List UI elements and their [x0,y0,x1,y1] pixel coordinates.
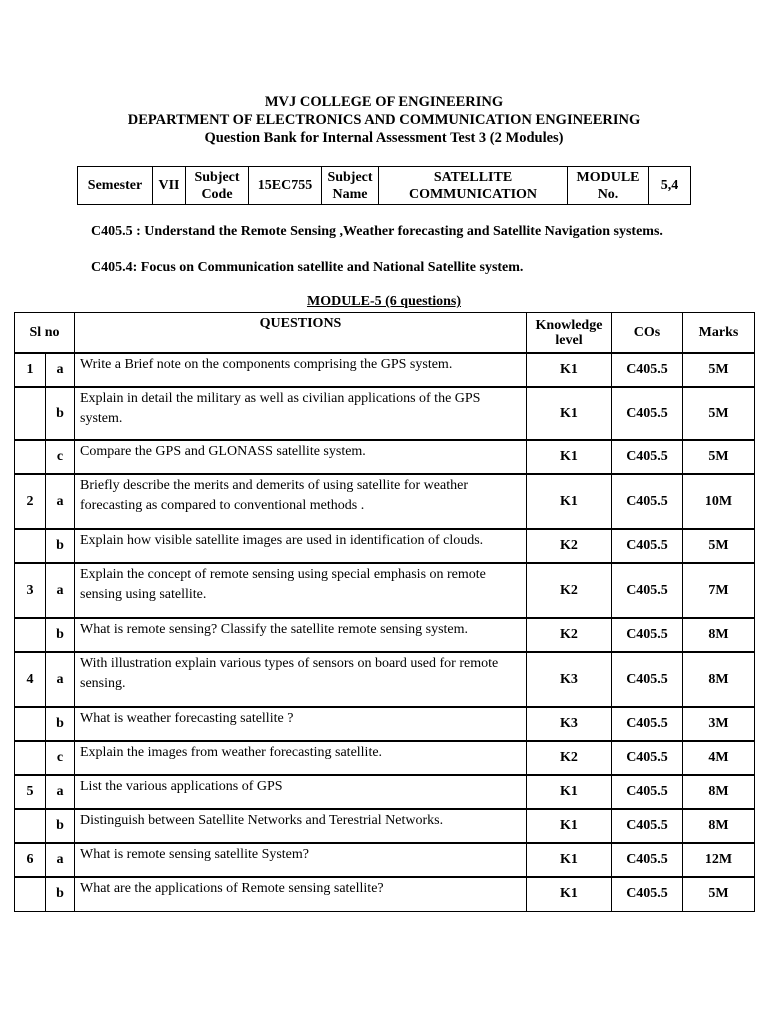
course-outcome-code: C405.5 [612,474,683,529]
course-outcome-code: C405.5 [612,809,683,843]
question-sub-label: a [46,474,75,529]
table-row [15,775,755,809]
table-row [15,618,755,652]
course-outcome-code: C405.5 [612,877,683,911]
subject-name-value: SATELLITE COMMUNICATION [379,167,568,205]
knowledge-level: K2 [527,618,612,652]
col-header-cos: COs [612,313,683,354]
marks: 4M [683,741,755,775]
department-name: DEPARTMENT OF ELECTRONICS AND COMMUNICATION ENGINEERING [127,112,641,128]
marks: 5M [683,353,755,387]
col-header-questions: QUESTIONS [75,313,527,354]
marks: 8M [683,775,755,809]
question-number [15,387,46,440]
knowledge-level: K1 [527,353,612,387]
question-text: List the various applications of GPS [75,775,527,809]
course-outcome-code: C405.5 [612,618,683,652]
course-outcome-code: C405.5 [612,741,683,775]
question-sub-label: b [46,529,75,563]
question-number [15,618,46,652]
knowledge-level: K1 [527,809,612,843]
question-text: Explain the concept of remote sensing using special emphasis on remote sensing using satellite. [75,563,527,618]
question-number: 1 [15,353,46,387]
question-text: What are the applications of Remote sensing satellite? [75,877,527,911]
knowledge-level: K1 [527,877,612,911]
subject-code-value: 15EC755 [249,167,322,205]
table-row [15,843,755,877]
table-header-row [15,313,755,354]
knowledge-level: K1 [527,843,612,877]
question-sub-label: b [46,387,75,440]
module-title: MODULE-5 (6 questions) [306,294,461,309]
question-number [15,707,46,741]
question-text: Compare the GPS and GLONASS satellite system. [75,440,527,474]
course-outcome-code: C405.5 [612,529,683,563]
knowledge-level: K2 [527,563,612,618]
question-number: 6 [15,843,46,877]
course-outcome-code: C405.5 [612,353,683,387]
table-row [15,353,755,387]
course-outcome: C405.5 : Understand the Remote Sensing ,Weather forecasting and Satellite Navigation systems. [91,224,663,239]
semester-label: Semester [78,167,153,205]
question-text: Explain in detail the military as well as civilian applications of the GPS system. [75,387,527,440]
table-row [15,440,755,474]
course-outcome-code: C405.5 [612,387,683,440]
marks: 8M [683,652,755,707]
table-row [15,563,755,618]
question-sub-label: c [46,440,75,474]
knowledge-level: K2 [527,741,612,775]
col-header-knowledge-level: Knowledge level [527,313,612,354]
marks: 5M [683,529,755,563]
knowledge-level: K1 [527,440,612,474]
course-info-table [77,166,691,205]
col-header-slno: Sl no [15,313,75,354]
module-value: 5,4 [649,167,691,205]
questions-table [14,312,755,912]
question-sub-label: a [46,843,75,877]
knowledge-level: K1 [527,387,612,440]
table-row [15,474,755,529]
course-outcome-code: C405.5 [612,843,683,877]
table-row [15,741,755,775]
subject-name-label: Subject Name [322,167,379,205]
marks: 5M [683,877,755,911]
marks: 12M [683,843,755,877]
question-number: 2 [15,474,46,529]
question-sub-label: a [46,563,75,618]
question-sub-label: a [46,775,75,809]
marks: 5M [683,440,755,474]
knowledge-level: K3 [527,652,612,707]
question-text: What is remote sensing? Classify the satellite remote sensing system. [75,618,527,652]
question-sub-label: a [46,353,75,387]
marks: 8M [683,618,755,652]
table-row [15,707,755,741]
question-number: 3 [15,563,46,618]
course-outcome-code: C405.5 [612,775,683,809]
question-number [15,877,46,911]
marks: 7M [683,563,755,618]
knowledge-level: K2 [527,529,612,563]
table-row [15,877,755,911]
knowledge-level: K3 [527,707,612,741]
college-name: MVJ COLLEGE OF ENGINEERING [264,94,504,110]
question-text: What is remote sensing satellite System? [75,843,527,877]
subject-code-label: Subject Code [186,167,249,205]
table-row [15,387,755,440]
course-outcome-code: C405.5 [612,652,683,707]
course-outcome-code: C405.5 [612,440,683,474]
question-number [15,809,46,843]
col-header-marks: Marks [683,313,755,354]
table-row [15,809,755,843]
table-row [15,529,755,563]
question-sub-label: b [46,707,75,741]
semester-value: VII [153,167,186,205]
marks: 8M [683,809,755,843]
marks: 10M [683,474,755,529]
marks: 5M [683,387,755,440]
question-sub-label: a [46,652,75,707]
marks: 3M [683,707,755,741]
module-label: MODULE No. [568,167,649,205]
question-number [15,440,46,474]
question-sub-label: b [46,809,75,843]
question-number [15,741,46,775]
knowledge-level: K1 [527,775,612,809]
question-number: 4 [15,652,46,707]
question-text: With illustration explain various types of sensors on board used for remote sensing. [75,652,527,707]
question-text: Distinguish between Satellite Networks and Terestrial Networks. [75,809,527,843]
table-row [15,652,755,707]
question-text: Explain the images from weather forecasting satellite. [75,741,527,775]
question-number: 5 [15,775,46,809]
question-sub-label: b [46,618,75,652]
question-text: Write a Brief note on the components comprising the GPS system. [75,353,527,387]
course-outcome: C405.4: Focus on Communication satellite and National Satellite system. [91,260,524,275]
question-sub-label: b [46,877,75,911]
question-sub-label: c [46,741,75,775]
question-text: What is weather forecasting satellite ? [75,707,527,741]
question-text: Briefly describe the merits and demerits of using satellite for weather forecasting as compared to conventional methods . [75,474,527,529]
question-number [15,529,46,563]
question-text: Explain how visible satellite images are used in identification of clouds. [75,529,527,563]
knowledge-level: K1 [527,474,612,529]
document-title: Question Bank for Internal Assessment Test 3 (2 Modules) [204,130,564,146]
course-outcome-code: C405.5 [612,563,683,618]
course-outcome-code: C405.5 [612,707,683,741]
